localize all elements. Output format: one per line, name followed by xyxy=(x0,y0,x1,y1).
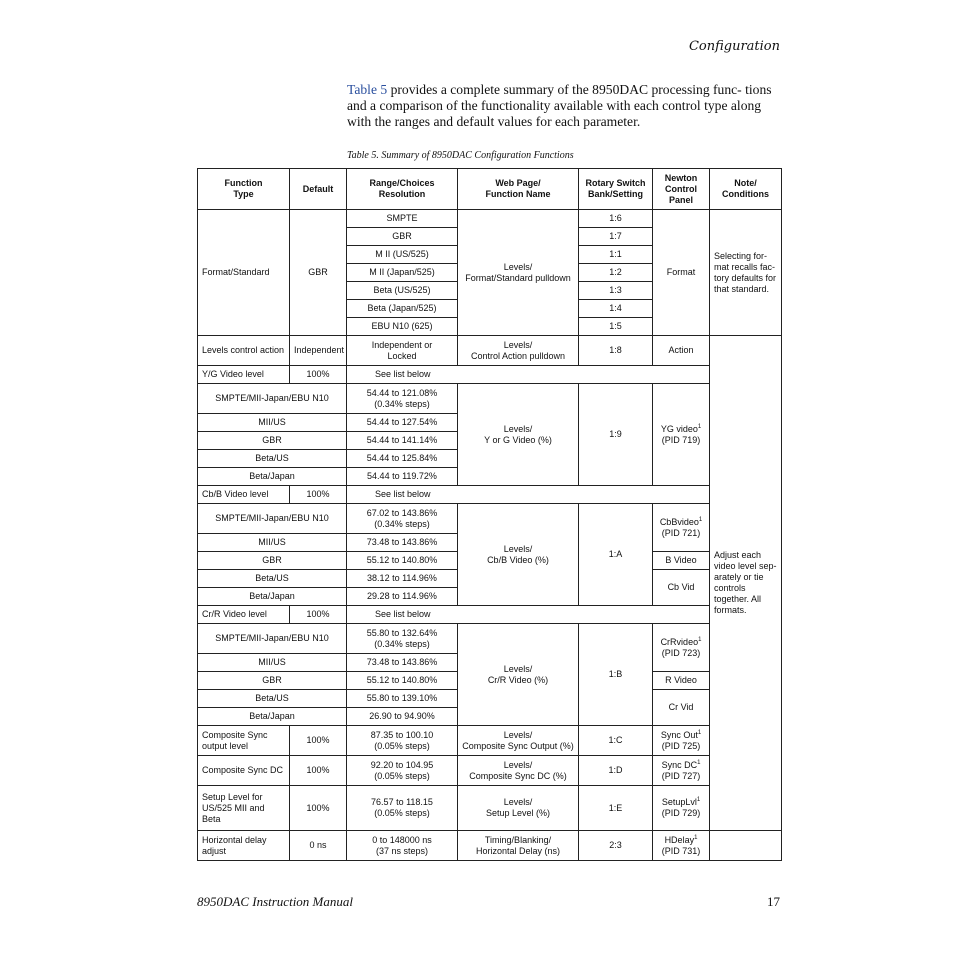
format-rotary: 1:7 xyxy=(579,228,653,246)
format-choice: GBR xyxy=(347,228,458,246)
sync-dc-web: Levels/ Composite Sync DC (%) xyxy=(458,756,579,786)
yg-see-list: See list below xyxy=(347,366,710,384)
format-choice: EBU N10 (625) xyxy=(347,318,458,336)
summary-table xyxy=(197,168,782,861)
table-row xyxy=(198,384,782,414)
setup-newton: SetupLvl$^1$ (PID 729) xyxy=(653,786,710,831)
levels-action-default: Independent xyxy=(290,336,347,366)
format-type: Format/Standard xyxy=(198,210,290,336)
format-choice: M II (US/525) xyxy=(347,246,458,264)
cr-newton-gbr: R Video xyxy=(653,672,710,690)
col-function-type: Function Type xyxy=(198,169,290,210)
col-newton: Newton Control Panel xyxy=(653,169,710,210)
hdelay-note xyxy=(710,831,782,861)
cr-range: 55.12 to 140.80% xyxy=(347,672,458,690)
sync-out-range: 87.35 to 100.10 (0.05% steps) xyxy=(347,726,458,756)
yg-range: 54.44 to 125.84% xyxy=(347,450,458,468)
col-note: Note/ Conditions xyxy=(710,169,782,210)
cr-range: 55.80 to 139.10% xyxy=(347,690,458,708)
col-rotary: Rotary Switch Bank/Setting xyxy=(579,169,653,210)
sync-dc-newton: Sync $DC^1$ (PID 727) xyxy=(653,756,710,786)
table-row xyxy=(198,756,782,786)
levels-action-rotary: 1:8 xyxy=(579,336,653,366)
levels-action-type: Levels control action xyxy=(198,336,290,366)
table-row xyxy=(198,486,782,504)
cb-std: MII/US xyxy=(198,534,347,552)
format-note: Selecting for- mat recalls fac- tory defaults for that standard. xyxy=(710,210,782,336)
table-row xyxy=(198,606,782,624)
format-rotary: 1:5 xyxy=(579,318,653,336)
format-rotary: 1:1 xyxy=(579,246,653,264)
cb-std: SMPTE/MII-Japan/EBU N10 xyxy=(198,504,347,534)
cb-see-list: See list below xyxy=(347,486,710,504)
yg-type: Y/G Video level xyxy=(198,366,290,384)
sync-out-type: Composite Sync output level xyxy=(198,726,290,756)
yg-range: 54.44 to 119.72% xyxy=(347,468,458,486)
format-rotary: 1:4 xyxy=(579,300,653,318)
yg-rotary: 1:9 xyxy=(579,384,653,486)
cb-range: 38.12 to 114.96% xyxy=(347,570,458,588)
sync-dc-rotary: 1:D xyxy=(579,756,653,786)
intro-text: provides a complete summary of the 8950DAC processing func- tions and a comparison of the functionality available with each control type along with the ranges and default values for each parameter. xyxy=(347,82,772,129)
sync-out-rotary: 1:C xyxy=(579,726,653,756)
footer-manual-title: 8950DAC Instruction Manual xyxy=(197,894,353,909)
sync-out-default: 100% xyxy=(290,726,347,756)
table-row xyxy=(198,726,782,756)
cr-std: SMPTE/MII-Japan/EBU N10 xyxy=(198,624,347,654)
setup-default: 100% xyxy=(290,786,347,831)
sync-dc-range: 92.20 to 104.95 (0.05% steps) xyxy=(347,756,458,786)
col-range: Range/Choices Resolution xyxy=(347,169,458,210)
yg-std: Beta/US xyxy=(198,450,347,468)
cr-range: 73.48 to 143.86% xyxy=(347,654,458,672)
hdelay-web: Timing/Blanking/ Horizontal Delay (ns) xyxy=(458,831,579,861)
yg-std: Beta/Japan xyxy=(198,468,347,486)
yg-range: 54.44 to 141.14% xyxy=(347,432,458,450)
table-row xyxy=(198,504,782,534)
yg-range: 54.44 to 127.54% xyxy=(347,414,458,432)
yg-range: 54.44 to 121.08% (0.34% steps) xyxy=(347,384,458,414)
cb-std: Beta/Japan xyxy=(198,588,347,606)
sync-out-newton: Sync Out$^1$ (PID 725) xyxy=(653,726,710,756)
format-rotary: 1:3 xyxy=(579,282,653,300)
cr-rotary: 1:B xyxy=(579,624,653,726)
cr-std: GBR xyxy=(198,672,347,690)
yg-std: MII/US xyxy=(198,414,347,432)
format-default: GBR xyxy=(290,210,347,336)
levels-action-newton: Action xyxy=(653,336,710,366)
table-row xyxy=(198,786,782,831)
hdelay-default: 0 ns xyxy=(290,831,347,861)
levels-note: Adjust each video level sep- arately or tie controls together. All formats. xyxy=(710,336,782,831)
format-web: Levels/ Format/Standard pulldown xyxy=(458,210,579,336)
table-caption: Table 5. Summary of 8950DAC Configuration Functions xyxy=(347,150,574,161)
format-rotary: 1:2 xyxy=(579,264,653,282)
cb-range: 29.28 to 114.96% xyxy=(347,588,458,606)
table-link[interactable]: Table 5 xyxy=(347,82,388,97)
cb-std: Beta/US xyxy=(198,570,347,588)
yg-std: GBR xyxy=(198,432,347,450)
cb-default: 100% xyxy=(290,486,347,504)
yg-std: SMPTE/MII-Japan/EBU N10 xyxy=(198,384,347,414)
format-choice: SMPTE xyxy=(347,210,458,228)
running-header: Configuration xyxy=(688,39,780,54)
hdelay-type: Horizontal delay adjust xyxy=(198,831,290,861)
intro-paragraph xyxy=(347,82,783,130)
table-row xyxy=(198,210,782,228)
cr-range: 26.90 to 94.90% xyxy=(347,708,458,726)
cb-rotary: 1:A xyxy=(579,504,653,606)
sync-dc-default: 100% xyxy=(290,756,347,786)
table-row xyxy=(198,624,782,654)
format-newton: Format xyxy=(653,210,710,336)
yg-newton: YG video$^1$ (PID 719) xyxy=(653,384,710,486)
cb-range: 55.12 to 140.80% xyxy=(347,552,458,570)
table-row xyxy=(198,336,782,366)
cr-range: 55.80 to 132.64% (0.34% steps) xyxy=(347,624,458,654)
format-choice: M II (Japan/525) xyxy=(347,264,458,282)
cb-range: 67.02 to 143.86% (0.34% steps) xyxy=(347,504,458,534)
cr-std: Beta/Japan xyxy=(198,708,347,726)
cb-newton-gbr: B Video xyxy=(653,552,710,570)
page-number: 17 xyxy=(767,894,780,909)
hdelay-range: 0 to 148000 ns (37 ns steps) xyxy=(347,831,458,861)
col-web-page: Web Page/ Function Name xyxy=(458,169,579,210)
table-header-row xyxy=(198,169,782,210)
table-row xyxy=(198,366,782,384)
cr-std: Beta/US xyxy=(198,690,347,708)
cb-web: Levels/ Cb/B Video (%) xyxy=(458,504,579,606)
format-choice: Beta (US/525) xyxy=(347,282,458,300)
yg-default: 100% xyxy=(290,366,347,384)
setup-range: 76.57 to 118.15 (0.05% steps) xyxy=(347,786,458,831)
levels-action-range: Independent or Locked xyxy=(347,336,458,366)
setup-type: Setup Level for US/525 MII and Beta xyxy=(198,786,290,831)
hdelay-rotary: 2:3 xyxy=(579,831,653,861)
cb-range: 73.48 to 143.86% xyxy=(347,534,458,552)
sync-dc-type: Composite Sync DC xyxy=(198,756,290,786)
hdelay-newton: HDelay$^1$ (PID 731) xyxy=(653,831,710,861)
cr-see-list: See list below xyxy=(347,606,710,624)
cr-web: Levels/ Cr/R Video (%) xyxy=(458,624,579,726)
cr-default: 100% xyxy=(290,606,347,624)
cr-type: Cr/R Video level xyxy=(198,606,290,624)
cr-newton-beta: Cr Vid xyxy=(653,690,710,726)
cb-newton: CbBvideo$^1$ (PID 721) xyxy=(653,504,710,552)
cb-newton-beta: Cb Vid xyxy=(653,570,710,606)
cr-newton: CrRvideo$^1$ (PID 723) xyxy=(653,624,710,672)
yg-web: Levels/ Y or G Video (%) xyxy=(458,384,579,486)
setup-rotary: 1:E xyxy=(579,786,653,831)
format-rotary: 1:6 xyxy=(579,210,653,228)
table-row xyxy=(198,831,782,861)
setup-web: Levels/ Setup Level (%) xyxy=(458,786,579,831)
sync-out-web: Levels/ Composite Sync Output (%) xyxy=(458,726,579,756)
col-default: Default xyxy=(290,169,347,210)
cb-std: GBR xyxy=(198,552,347,570)
cr-std: MII/US xyxy=(198,654,347,672)
levels-action-web: Levels/ Control Action pulldown xyxy=(458,336,579,366)
cb-type: Cb/B Video level xyxy=(198,486,290,504)
format-choice: Beta (Japan/525) xyxy=(347,300,458,318)
